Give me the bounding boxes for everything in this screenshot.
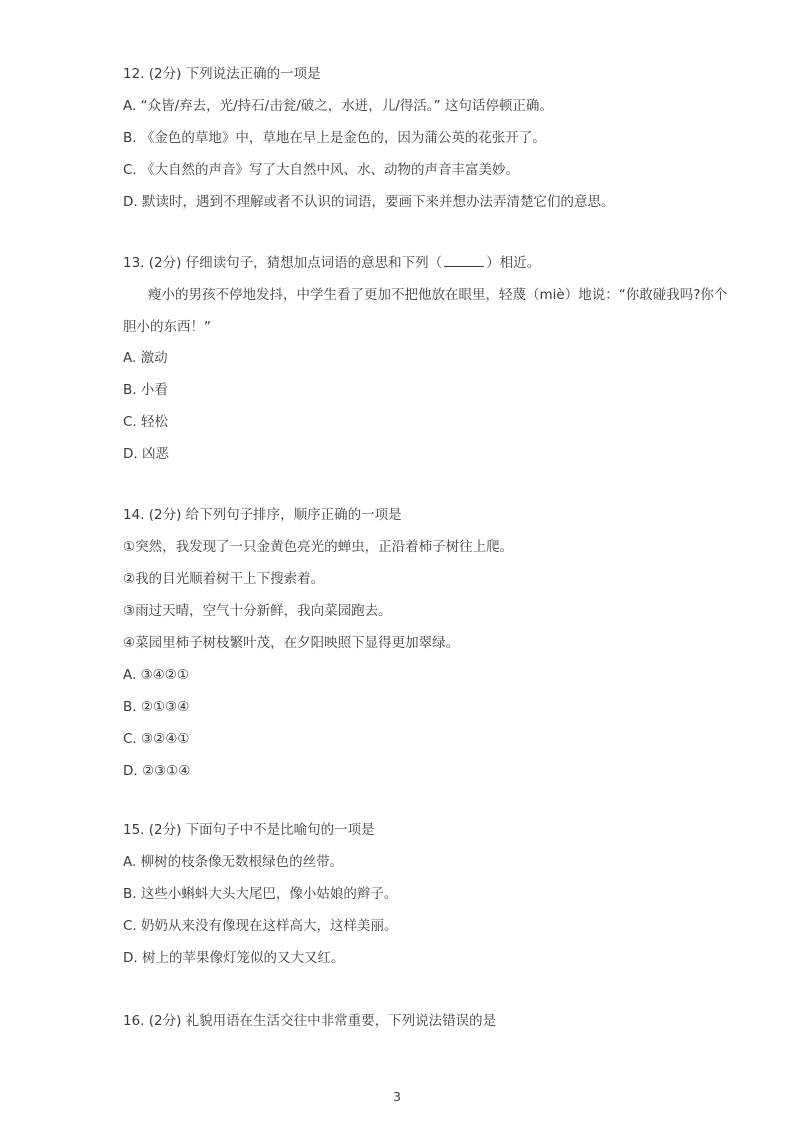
answer-blank xyxy=(444,254,484,267)
question-14-option-b: B. ②①③④ xyxy=(123,699,190,715)
question-13-stem xyxy=(123,253,540,273)
question-13-passage-line-1: 瘦小的男孩不停地发抖，中学生看了更加不把他放在眼里，轻蔑（miè）地说：“你敢碰我吗?你个 xyxy=(148,287,728,303)
question-13-option-c: C. 轻松 xyxy=(123,414,169,430)
question-14-option-c: C. ③②④① xyxy=(123,731,190,747)
question-12-option-b: B. 《金色的草地》中，草地在早上是金色的，因为蒲公英的花张开了。 xyxy=(123,130,546,146)
question-14-stem: 14. (2分) 给下列句子排序，顺序正确的一项是 xyxy=(123,507,402,523)
question-12-stem: 12. (2分) 下列说法正确的一项是 xyxy=(123,66,321,82)
question-13-stem-before: 13. (2分) 仔细读句子，猜想加点词语的意思和下列（ xyxy=(123,255,443,271)
question-13-option-a: A. 激动 xyxy=(123,350,168,366)
question-15-stem: 15. (2分) 下面句子中不是比喻句的一项是 xyxy=(123,822,375,838)
question-15-option-a: A. 柳树的枝条像无数根绿色的丝带。 xyxy=(123,854,344,870)
question-13-option-d: D. 凶恶 xyxy=(123,446,169,462)
question-14-option-d: D. ②③①④ xyxy=(123,763,191,779)
question-15-option-d: D. 树上的苹果像灯笼似的又大又红。 xyxy=(123,950,345,966)
question-13-option-b: B. 小看 xyxy=(123,382,168,398)
question-16-stem: 16. (2分) 礼貌用语在生活交往中非常重要，下列说法错误的是 xyxy=(123,1013,497,1029)
question-14-sentence-4: ④菜园里柿子树枝繁叶茂，在夕阳映照下显得更加翠绿。 xyxy=(123,635,460,651)
question-14-sentence-1: ①突然，我发现了一只金黄色亮光的蝉虫，正沿着柿子树往上爬。 xyxy=(123,539,514,555)
question-15-option-b: B. 这些小蝌蚪大头大尾巴，像小姑娘的辫子。 xyxy=(123,886,398,902)
question-14-sentence-2: ②我的目光顺着树干上下搜索着。 xyxy=(123,571,325,587)
question-12-option-a: A. “众皆/弃去，光/持石/击瓮/破之，水迸，儿/得活。” 这句话停顿正确。 xyxy=(123,98,553,114)
question-14-sentence-3: ③雨过天晴，空气十分新鲜，我向菜园跑去。 xyxy=(123,603,392,619)
page-number: 3 xyxy=(393,1089,401,1104)
question-12-option-d: D. 默读时，遇到不理解或者不认识的词语，要画下来并想办法弄清楚它们的意思。 xyxy=(123,194,615,210)
question-13-passage-line-2: 胆小的东西！” xyxy=(123,319,211,335)
question-15-option-c: C. 奶奶从来没有像现在这样高大，这样美丽。 xyxy=(123,918,398,934)
question-14-option-a: A. ③④②① xyxy=(123,667,189,683)
question-13-stem-after: ）相近。 xyxy=(486,255,541,271)
question-12-option-c: C. 《大自然的声音》写了大自然中风、水、动物的声音丰富美妙。 xyxy=(123,162,520,178)
